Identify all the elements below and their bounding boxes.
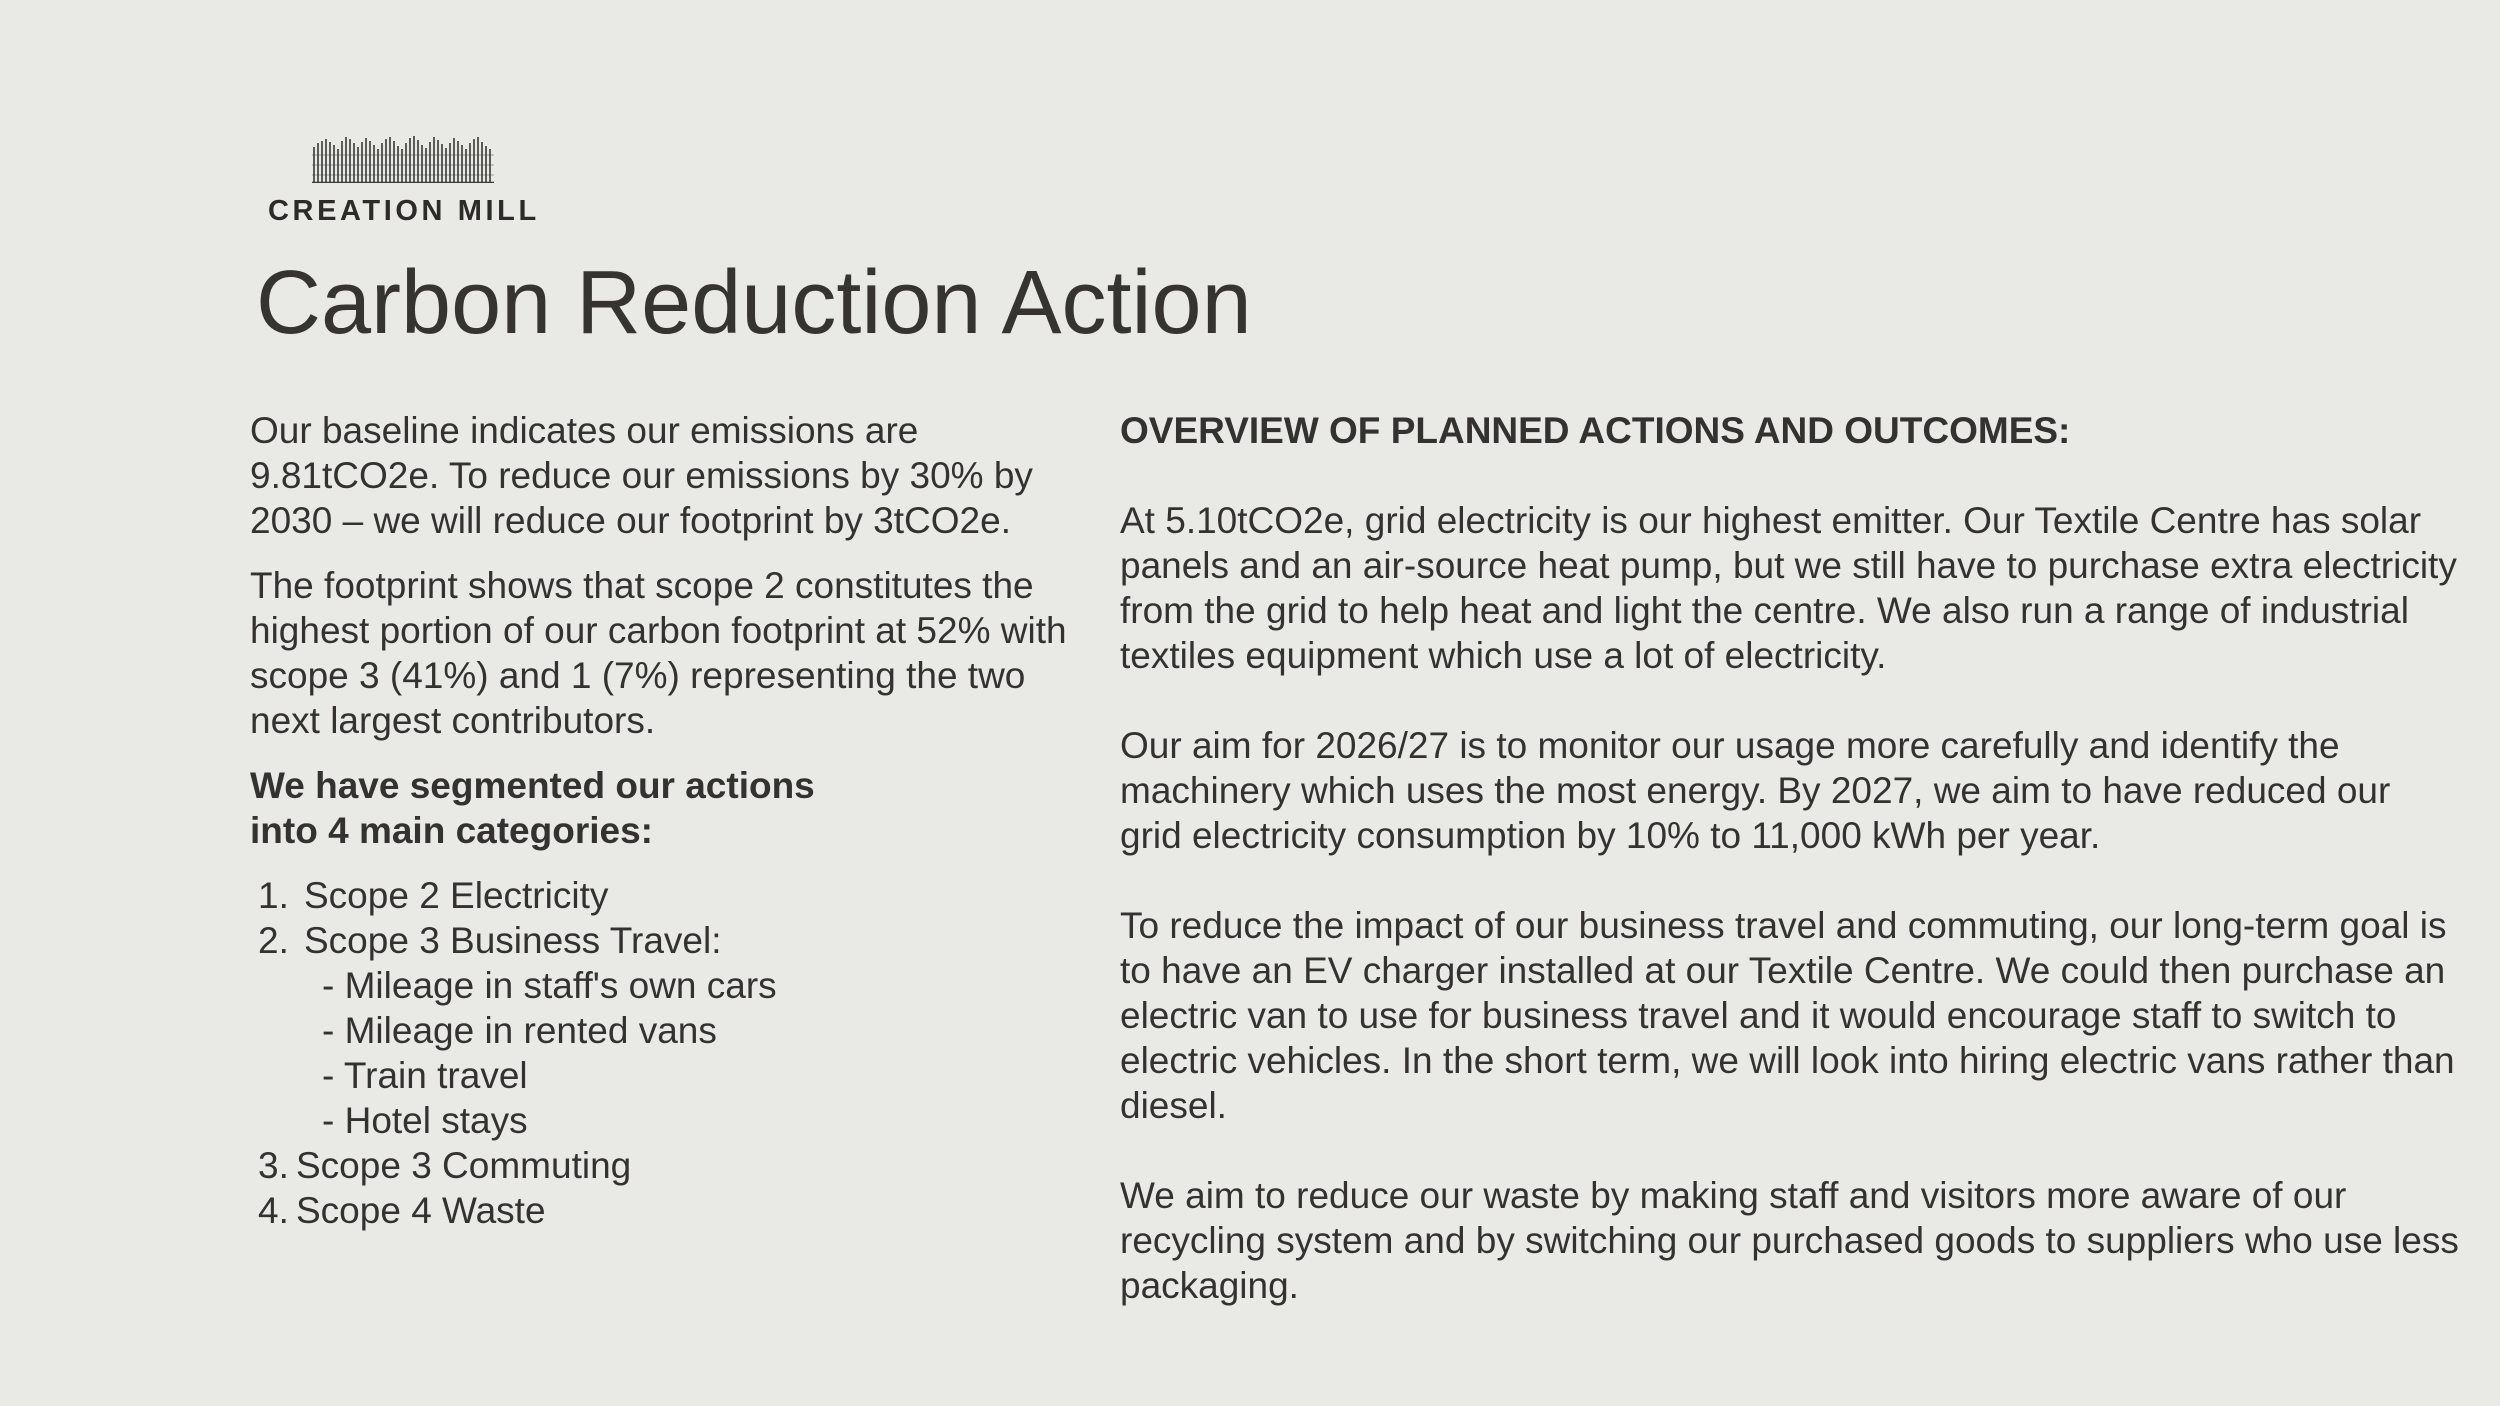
list-number: 1.	[258, 875, 289, 916]
left-column	[250, 408, 1090, 1233]
aim-paragraph: Our aim for 2026/27 is to monitor our usage more carefully and identify the machinery which uses the most energy. By 2027, we aim to have reduced our grid electricity consumption by 10% to 11,000 kWh per year.	[1120, 725, 2391, 856]
list-item	[250, 873, 1090, 918]
footprint-paragraph: The footprint shows that scope 2 constitutes the highest portion of our carbon footprint at 52% with scope 3 (41%) and 1 (7%) representing the two next largest contributors.	[250, 565, 1067, 741]
sub-list-item: - Train travel	[322, 1055, 528, 1096]
right-column	[1120, 408, 2460, 1308]
list-item	[250, 1143, 1090, 1188]
list-number: 3.	[258, 1145, 289, 1186]
brand-name: CREATION MILL	[268, 195, 540, 227]
categories-list	[250, 873, 1090, 1233]
page-title: Carbon Reduction Action	[256, 253, 1252, 353]
list-item	[250, 918, 1090, 963]
waste-paragraph: We aim to reduce our waste by making staff and visitors more aware of our recycling system and by switching our purchased goods to suppliers who use less packaging.	[1120, 1175, 2459, 1306]
list-label: Scope 3 Commuting	[296, 1145, 632, 1186]
list-label: Scope 3 Business Travel:	[304, 920, 722, 961]
travel-paragraph: To reduce the impact of our business travel and commuting, our long-term goal is to have an EV charger installed at our Textile Centre. We could then purchase an electric van to use for business travel and it would encourage staff to switch to electric vehicles. In the short term, we will look into hiring electric vans rather than diesel.	[1120, 905, 2455, 1126]
sub-list-item: - Hotel stays	[322, 1100, 528, 1141]
overview-heading: OVERVIEW OF PLANNED ACTIONS AND OUTCOMES:	[1120, 410, 2071, 451]
baseline-paragraph: Our baseline indicates our emissions are 9.81tCO2e. To reduce our emissions by 30% by 2030 – we will reduce our footprint by 3tCO2e.	[250, 410, 1033, 541]
electricity-paragraph: At 5.10tCO2e, grid electricity is our highest emitter. Our Textile Centre has solar panels and an air-source heat pump, but we still have to purchase extra electricity from the grid to help heat and light the centre. We also run a range of industrial textiles equipment which use a lot of electricity.	[1120, 500, 2457, 676]
sub-list-item: - Mileage in staff's own cars	[322, 965, 777, 1006]
list-item	[250, 1188, 1090, 1233]
sub-list-item: - Mileage in rented vans	[322, 1010, 717, 1051]
list-number: 2.	[258, 920, 289, 961]
brand-logo	[268, 133, 538, 228]
categories-heading: We have segmented our actions into 4 main categories:	[250, 765, 815, 851]
list-number: 4.	[258, 1190, 289, 1231]
list-label: Scope 4 Waste	[296, 1190, 546, 1231]
mill-skyline-icon	[312, 133, 494, 183]
list-label: Scope 2 Electricity	[304, 875, 609, 916]
